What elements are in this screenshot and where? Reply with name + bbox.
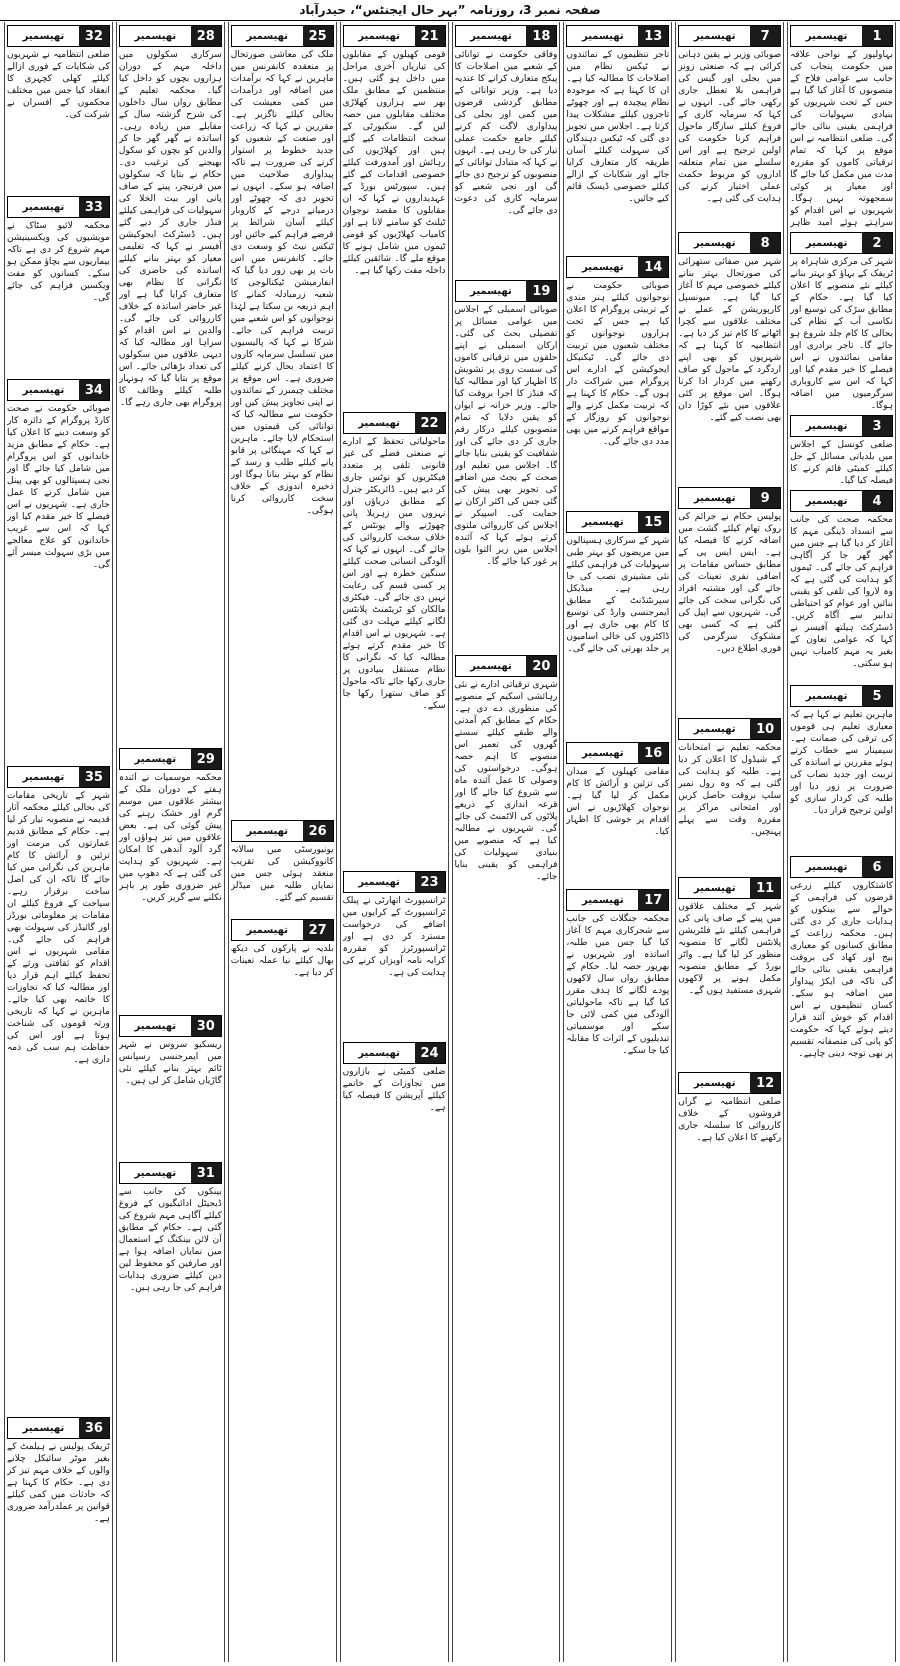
news-item-header xyxy=(455,280,558,302)
news-column xyxy=(675,22,784,1662)
news-item-number: 19 xyxy=(526,281,556,301)
news-column xyxy=(116,22,225,1662)
news-item-number: 21 xyxy=(415,26,445,46)
news-item xyxy=(566,22,669,253)
news-item-label: تھیسمیر xyxy=(567,26,638,46)
news-item xyxy=(343,22,446,409)
news-item-header xyxy=(566,256,669,278)
news-item-label: تھیسمیر xyxy=(8,380,79,400)
news-item xyxy=(678,874,781,1069)
news-item xyxy=(343,1039,446,1162)
news-item-text: ملک کی معاشی صورتحال پر منعقدہ کانفرنس میں ماہرین نے کہا کہ برآمدات میں اضافہ اور درآمدات میں کمی معیشت کی بحالی کیلئے ناگزیر ہے۔ مقررین نے کہا کہ زراعت اور صنعت کے شعبوں کو جدید خطوط پر استوار کرنے کی ضرورت ہے تاکہ پیداواری صلاحیت میں اضافہ ہو سکے۔ انہوں نے تجویز دی کہ چھوٹے اور درمیانے درجے کے کاروبار کیلئے آسان شرائط پر قرضے فراہم کیے جائیں اور ٹیکس نیٹ کو وسعت دی جائے۔ کانفرنس میں اس بات پر بھی زور دیا گیا کہ انفارمیشن ٹیکنالوجی کا شعبہ زرمبادلہ کمانے کا اہم ذریعہ بن سکتا ہے لہٰذا نوجوانوں کو اس شعبے میں تربیت فراہم کی جائے۔ شرکا نے کہا کہ پالیسیوں میں تسلسل سرمایہ کاروں کا اعتماد بحال کرنے کیلئے ضروری ہے۔ اس موقع پر مختلف چیمبرز کے نمائندوں نے اپنی تجاویز پیش کیں اور حکومت سے مطالبہ کیا کہ توانائی کی قیمتوں میں استحکام لایا جائے۔ ماہرین نے کہا کہ مہنگائی پر قابو پانے کیلئے طلب و رسد کے نظام کو بہتر بنانا ہوگا اور ذخیرہ اندوزی کے خلاف سخت کارروائی کرنا ہوگی۔ xyxy=(230,50,334,516)
news-item-text: مقامی کھیلوں کے میدان کی تزئین و آرائش کا کام مکمل کر لیا گیا ہے۔ نوجوان کھلاڑیوں نے اس اقدام پر خوشی کا اظہار کیا۔ xyxy=(566,767,670,837)
news-item xyxy=(678,715,781,874)
news-item xyxy=(119,745,222,1012)
news-item-number: 10 xyxy=(750,719,780,739)
news-item-text: ٹرانسپورٹ اتھارٹی نے پبلک ٹرانسپورٹ کے کرایوں میں اضافے کی درخواست مسترد کر دی ہے اور ٹرانسپورٹرز کو مقررہ کرایہ نامہ آویزاں کرنے کی ہدایت کی ہے۔ xyxy=(342,896,446,978)
news-item-text: محکمہ تعلیم نے امتحانات کے شیڈول کا اعلان کر دیا ہے۔ طلبہ کو ہدایت کی گئی ہے کہ وہ رول نمبر سلپ بروقت حاصل کریں اور امتحانی مراکز پر مقررہ وقت سے پہلے پہنچیں۔ xyxy=(678,743,782,837)
news-item-text: محکمہ موسمیات نے آئندہ ہفتے کے دوران ملک کے بیشتر علاقوں میں موسم گرم اور خشک رہنے کی پیش گوئی کی ہے۔ بعض علاقوں میں تیز ہواؤں اور گرد آلود آندھی کا امکان ہے۔ شہریوں کو ہدایت کی گئی ہے کہ دھوپ میں غیر ضروری طور پر باہر نکلنے سے گریز کریں۔ xyxy=(118,773,222,903)
news-item xyxy=(455,22,558,277)
news-item-header xyxy=(343,871,446,893)
news-item-header xyxy=(231,820,334,842)
news-item-text: بینکوں کی جانب سے ڈیجیٹل ادائیگیوں کے فروغ کیلئے آگاہی مہم شروع کی گئی ہے۔ حکام کے مطابق آن لائن بینکنگ کے استعمال میں نمایاں اضافہ ہوا ہے اور صارفین کو محفوظ لین دین کیلئے ضروری ہدایات فراہم کی جا رہی ہیں۔ xyxy=(118,1187,222,1293)
news-item-header xyxy=(566,511,669,533)
news-item xyxy=(566,508,669,739)
news-item-number: 18 xyxy=(526,26,556,46)
news-item-header xyxy=(119,748,222,770)
news-item-number: 1 xyxy=(862,26,892,46)
news-item-text: ضلعی کونسل کے اجلاس میں بلدیاتی مسائل کے حل کیلئے کمیٹی قائم کرنے کا فیصلہ کیا گیا۔ xyxy=(790,440,893,486)
news-item-number: 20 xyxy=(526,656,556,676)
news-column xyxy=(563,22,672,1662)
news-item-number: 14 xyxy=(638,257,668,277)
news-item-header xyxy=(678,718,781,740)
news-item xyxy=(790,22,893,229)
news-item xyxy=(678,484,781,715)
news-item-header xyxy=(7,379,110,401)
news-item-number: 30 xyxy=(191,1016,221,1036)
news-item xyxy=(343,868,446,1039)
news-item-label: تھیسمیر xyxy=(791,686,862,706)
news-item-number: 4 xyxy=(862,491,892,511)
news-item-label: تھیسمیر xyxy=(8,197,79,217)
news-item-label: تھیسمیر xyxy=(344,413,415,433)
news-item-header xyxy=(790,415,893,437)
news-item-text: یونیورسٹی میں سالانہ کانووکیشن کی تقریب منعقد ہوئی جس میں نمایاں طلبہ میں میڈلز تقسیم کیے گئے۔ xyxy=(230,845,334,903)
news-item-label: تھیسمیر xyxy=(344,872,415,892)
news-item xyxy=(231,817,334,916)
news-item-label: تھیسمیر xyxy=(567,257,638,277)
news-item-header xyxy=(343,1042,446,1064)
news-item-label: تھیسمیر xyxy=(8,26,79,46)
news-item-label: تھیسمیر xyxy=(791,233,862,253)
news-item-header xyxy=(566,742,669,764)
news-item-text: ٹریفک پولیس نے ہیلمٹ کے بغیر موٹر سائیکل چلانے والوں کے خلاف مہم تیز کر دی ہے۔ حکام کا کہنا ہے کہ حادثات میں کمی کیلئے قوانین پر عملدرآمد ضروری ہے۔ xyxy=(7,1442,110,1524)
news-item xyxy=(678,229,781,484)
news-item xyxy=(119,1012,222,1159)
news-item xyxy=(343,409,446,868)
news-item-text: ریسکیو سروس نے شہر میں ایمرجنسی رسپانس ٹائم بہتر بنانے کیلئے نئی گاڑیاں شامل کر لی ہیں۔ xyxy=(118,1040,222,1086)
news-item xyxy=(7,376,110,763)
news-item-label: تھیسمیر xyxy=(120,1163,191,1183)
news-item-text: محکمہ لائیو سٹاک نے مویشیوں کی ویکسینیشن مہم شروع کر دی ہے تاکہ بیماریوں سے بچاؤ ممکن ہو سکے۔ کسانوں کو مفت ویکسین فراہم کی جائے گی۔ xyxy=(7,221,110,303)
news-item-text: وفاقی حکومت نے توانائی کے شعبے میں اصلاحات کا پیکج متعارف کرانے کا عندیہ دیا ہے۔ وزیر توانائی کے مطابق گردشی قرضوں میں کمی اور بجلی کی پیداواری لاگت کم کرنے کیلئے جامع حکمت عملی تیار کی جا رہی ہے۔ انہوں نے کہا کہ متبادل توانائی کے منصوبوں کو ترجیح دی جائے گی اور نجی شعبے کو سرمایہ کاری کی دعوت دی جائے گی۔ xyxy=(454,50,558,216)
news-item-label: تھیسمیر xyxy=(456,281,527,301)
news-column xyxy=(4,22,113,1662)
news-item-text: بہاولپور کے نواحی علاقہ میں حکومت پنجاب کی جانب سے عوامی فلاح کے منصوبوں کا آغاز کیا گیا ہے جس کے تحت شہریوں کو بنیادی سہولیات کی فراہمی یقینی بنائی جائے گی۔ ضلعی انتظامیہ نے اس موقع پر کہا کہ تمام ترقیاتی کاموں کو مقررہ مدت میں مکمل کیا جائے گا اور معیار پر کوئی سمجھوتہ نہیں ہوگا۔ شہریوں نے اس اقدام کو سراہتے ہوئے امید ظاہر xyxy=(790,50,893,228)
news-item-header xyxy=(678,1072,781,1094)
news-item-label: تھیسمیر xyxy=(679,488,750,508)
news-item xyxy=(455,652,558,967)
news-item-label: تھیسمیر xyxy=(232,26,303,46)
news-item-text: صوبائی حکومت نے نوجوانوں کیلئے ہنر مندی کے تربیتی پروگرام کا اعلان کیا ہے جس کے تحت ہزاروں نوجوانوں کو مختلف شعبوں میں تربیت دی جائے گی۔ ٹیکنیکل ایجوکیشن کے ادارے اس پروگرام میں شراکت دار ہوں گے۔ حکام کا کہنا ہے کہ تربیت مکمل کرنے والے نوجوانوں کو روزگار کے مواقع فراہم کرنے میں بھی مدد دی جائے گی۔ xyxy=(566,281,670,447)
news-item-number: 22 xyxy=(415,413,445,433)
news-item-label: تھیسمیر xyxy=(791,416,862,436)
news-item xyxy=(7,193,110,376)
news-item-number: 25 xyxy=(303,26,333,46)
news-item-text: سرکاری سکولوں میں داخلہ مہم کے دوران ہزاروں بچوں کو داخل کیا گیا۔ محکمہ تعلیم کے مطابق رواں سال داخلوں کی شرح گزشتہ سال کے مقابلے میں زیادہ رہی۔ اساتذہ نے گھر گھر جا کر والدین کو بچوں کو سکول بھیجنے کی ترغیب دی۔ حکام نے بتایا کہ سکولوں میں فرنیچر، پینے کے صاف پانی اور بیت الخلا کی سہولیات کی فراہمی کیلئے فنڈز جاری کر دیے گئے ہیں۔ ڈسٹرکٹ ایجوکیشن آفیسر نے کہا کہ تعلیمی معیار کو بہتر بنانے کیلئے اساتذہ کی حاضری کی نگرانی کا نظام بھی متعارف کرایا گیا ہے اور غیر حاضر اساتذہ کے خلاف کارروائی کی جائے گی۔ والدین نے اس اقدام کو سراہا اور مطالبہ کیا کہ دیہی علاقوں میں سکولوں کی تعداد بڑھائی جائے۔ اس موقع پر بتایا گیا کہ ہونہار طلبہ کیلئے وظائف کا پروگرام بھی جاری رہے گا۔ xyxy=(118,50,222,408)
news-item-label: تھیسمیر xyxy=(456,26,527,46)
news-item xyxy=(7,22,110,193)
page-header: صفحہ نمبر 3، روزنامہ ”بہر حال ایجنٹس“، حیدرآباد xyxy=(0,0,900,21)
news-item-number: 35 xyxy=(79,767,109,787)
news-item xyxy=(231,916,334,991)
news-item-header xyxy=(455,25,558,47)
news-item xyxy=(790,229,893,412)
news-item-number: 6 xyxy=(862,857,892,877)
news-item-label: تھیسمیر xyxy=(8,767,79,787)
news-item-header xyxy=(119,1162,222,1184)
news-item-number: 31 xyxy=(191,1163,221,1183)
news-column xyxy=(452,22,561,1662)
news-item-number: 2 xyxy=(862,233,892,253)
news-item-header xyxy=(7,25,110,47)
news-item-text: شہر کی مرکزی شاہراہ پر ٹریفک کے بہاؤ کو بہتر بنانے کیلئے نئے منصوبے کا اعلان کیا گیا ہے۔ حکام کے مطابق سڑک کی توسیع اور نکاسی آب کے نظام کی بحالی کا کام جلد شروع ہو جائے گا۔ تاجر برادری اور مقامی نمائندوں نے اس فیصلے کا خیر مقدم کیا اور کہا کہ اس سے کاروباری سرگرمیوں میں اضافہ ہوگا۔ xyxy=(790,257,893,411)
news-item-number: 27 xyxy=(303,920,333,940)
news-item-header xyxy=(790,490,893,512)
news-item-text: ماہرین تعلیم نے کہا ہے کہ معیاری تعلیم ہی قوموں کی ترقی کی ضمانت ہے۔ سیمینار سے خطاب کرتے ہوئے مقررین نے اساتذہ کی تربیت اور جدید نصاب کی ضرورت پر زور دیا اور طلبہ کی کردار سازی کو اولین ترجیح قرار دیا۔ xyxy=(790,710,893,816)
news-item-label: تھیسمیر xyxy=(791,26,862,46)
news-item-number: 17 xyxy=(638,890,668,910)
news-item-number: 9 xyxy=(750,488,780,508)
news-item-label: تھیسمیر xyxy=(232,920,303,940)
news-item-header xyxy=(119,25,222,47)
news-item-label: تھیسمیر xyxy=(120,26,191,46)
news-item-label: تھیسمیر xyxy=(344,26,415,46)
news-item-label: تھیسمیر xyxy=(567,890,638,910)
news-item xyxy=(790,853,893,1096)
news-item-text: تاجر تنظیموں کے نمائندوں نے ٹیکس نظام میں اصلاحات کا مطالبہ کیا ہے۔ ان کا کہنا ہے کہ موجودہ نظام پیچیدہ ہے اور چھوٹے تاجروں کیلئے مشکلات پیدا کرتا ہے۔ اجلاس میں تجویز دی گئی کہ ٹیکس دہندگان کی سہولت کیلئے آسان طریقہ کار متعارف کرایا جائے اور شکایات کے ازالے کیلئے خصوصی ڈیسک قائم کیے جائیں۔ xyxy=(566,50,670,204)
news-item-label: تھیسمیر xyxy=(456,656,527,676)
news-item-header xyxy=(790,232,893,254)
news-item xyxy=(7,1414,110,1633)
news-item-number: 5 xyxy=(862,686,892,706)
news-columns xyxy=(4,22,896,1662)
news-item-header xyxy=(343,412,446,434)
news-item-header xyxy=(790,25,893,47)
news-item-text: ماحولیاتی تحفظ کے ادارے نے صنعتی فضلے کی غیر قانونی تلفی پر متعدد فیکٹریوں کو نوٹس جاری کر دیے ہیں۔ ڈائریکٹر جنرل کے مطابق دریاؤں اور نہروں میں زہریلا پانی چھوڑنے والے یونٹس کے خلاف سخت کارروائی کی جائے گی۔ انہوں نے کہا کہ آلودگی انسانی صحت کیلئے سنگین خطرہ ہے اور اس پر کسی قسم کی رعایت نہیں دی جائے گی۔ فیکٹری مالکان کو ٹریٹمنٹ پلانٹس لگانے کیلئے مہلت دی گئی ہے۔ شہریوں نے اس اقدام کا خیر مقدم کرتے ہوئے مطالبہ کیا کہ نگرانی کا نظام مستقل بنیادوں پر جاری رکھا جائے تاکہ ماحول کو صاف ستھرا رکھا جا سکے۔ xyxy=(342,437,446,711)
news-item-text: کاشتکاروں کیلئے زرعی قرضوں کی فراہمی کے حوالے سے بینکوں کو ہدایات جاری کر دی گئی ہیں۔ محکمہ زراعت کے مطابق کسانوں کو معیاری بیج اور کھاد کی بروقت فراہمی یقینی بنائی جائے گی تاکہ فی ایکڑ پیداوار میں اضافہ ہو سکے۔ کسان تنظیموں نے اس اقدام کو خوش آئند قرار دیتے ہوئے کہا کہ حکومت کو پانی کی منصفانہ تقسیم پر بھی توجہ دینی چاہیے۔ xyxy=(790,881,893,1059)
news-item-text: قومی کھیلوں کے مقابلوں کی تیاریاں آخری مراحل میں داخل ہو گئی ہیں۔ منتظمین کے مطابق ملک بھر سے ہزاروں کھلاڑی مختلف مقابلوں میں حصہ لیں گے۔ سکیورٹی کے سخت انتظامات کیے گئے ہیں اور کھلاڑیوں کی رہائش اور آمدورفت کیلئے خصوصی اقدامات کیے گئے ہیں۔ سپورٹس بورڈ کے عہدیداروں نے کہا کہ ان مقابلوں کا مقصد نوجوان ٹیلنٹ کو سامنے لانا ہے اور کامیاب کھلاڑیوں کو قومی ٹیموں میں شامل ہونے کا موقع ملے گا۔ شائقین کیلئے داخلہ مفت رکھا گیا ہے۔ xyxy=(342,50,446,276)
news-item xyxy=(678,1069,781,1168)
news-item-label: تھیسمیر xyxy=(679,233,750,253)
news-item xyxy=(790,412,893,487)
news-item-number: 36 xyxy=(79,1418,109,1438)
news-item xyxy=(566,886,669,1141)
news-item-number: 12 xyxy=(750,1073,780,1093)
news-item xyxy=(566,739,669,886)
news-item-number: 16 xyxy=(638,743,668,763)
news-item-number: 26 xyxy=(303,821,333,841)
news-item-label: تھیسمیر xyxy=(791,857,862,877)
news-item-label: تھیسمیر xyxy=(120,1016,191,1036)
news-item-number: 3 xyxy=(862,416,892,436)
news-item-number: 8 xyxy=(750,233,780,253)
news-item-header xyxy=(678,487,781,509)
news-item-label: تھیسمیر xyxy=(232,821,303,841)
news-item-number: 28 xyxy=(191,26,221,46)
news-item-header xyxy=(7,1417,110,1439)
news-item-text: بلدیہ نے پارکوں کی دیکھ بھال کیلئے نیا عملہ تعینات کر دیا ہے۔ xyxy=(230,944,334,978)
news-item-header xyxy=(343,25,446,47)
news-item-text: شہر کے سرکاری ہسپتالوں میں مریضوں کو بہتر طبی سہولیات کی فراہمی کیلئے نئی مشینری نصب کی جا رہی ہے۔ میڈیکل سپرنٹنڈنٹ کے مطابق ایمرجنسی وارڈ کی توسیع کا کام بھی جاری ہے اور ڈاکٹروں کی خالی اسامیوں پر جلد بھرتی کی جائے گی۔ xyxy=(566,536,670,654)
news-item-label: تھیسمیر xyxy=(120,749,191,769)
news-item-header xyxy=(231,919,334,941)
news-item-text: ضلعی کمیٹی نے بازاروں میں تجاوزات کے خاتمے کیلئے آپریشن کا فیصلہ کیا ہے۔ xyxy=(342,1067,446,1113)
news-item-text: ضلعی انتظامیہ نے شہریوں کی شکایات کے فوری ازالے کیلئے کھلی کچہری کا انعقاد کیا جس میں مختلف محکموں کے افسران نے شرکت کی۔ xyxy=(7,50,110,120)
news-item xyxy=(678,22,781,229)
news-item-header xyxy=(566,25,669,47)
news-column xyxy=(340,22,449,1662)
news-item-text: ضلعی انتظامیہ نے گراں فروشوں کے خلاف کارروائی کا سلسلہ جاری رکھنے کا اعلان کیا ہے۔ xyxy=(678,1097,782,1143)
news-item-header xyxy=(455,655,558,677)
news-item xyxy=(790,487,893,682)
news-item-text: شہر میں صفائی ستھرائی کی صورتحال بہتر بنانے کیلئے خصوصی مہم کا آغاز کیا گیا ہے۔ میونسپل کارپوریشن کے عملے نے مختلف علاقوں سے کچرا اٹھانے کا کام تیز کر دیا ہے۔ انتظامیہ کا کہنا ہے کہ شہریوں کو بھی اپنے اردگرد کے ماحول کو صاف رکھنے میں کردار ادا کرنا ہوگا۔ اس موقع پر کئی علاقوں میں نئے کوڑا دان بھی نصب کیے گئے۔ xyxy=(678,257,782,423)
news-item xyxy=(790,682,893,853)
news-item xyxy=(119,22,222,745)
news-item xyxy=(455,277,558,652)
news-item-number: 23 xyxy=(415,872,445,892)
news-item-header xyxy=(790,856,893,878)
news-item-header xyxy=(678,25,781,47)
news-item xyxy=(566,253,669,508)
news-item-text: پولیس حکام نے جرائم کی روک تھام کیلئے گشت میں اضافہ کرنے کا فیصلہ کیا ہے۔ ایس ایس پی کے مطابق حساس مقامات پر اضافی نفری تعینات کی جائے گی اور مشتبہ افراد کی نگرانی سخت کی جائے گی۔ شہریوں سے اپیل کی گئی ہے کہ کسی بھی مشکوک سرگرمی کی فوری اطلاع دیں۔ xyxy=(678,512,782,654)
news-item-text: محکمہ جنگلات کی جانب سے شجرکاری مہم کا آغاز کیا گیا جس میں طلبہ، اساتذہ اور شہریوں نے بھرپور حصہ لیا۔ حکام کے مطابق رواں سال لاکھوں پودے لگانے کا ہدف مقرر کیا گیا ہے تاکہ ماحولیاتی آلودگی میں کمی لائی جا سکے اور موسمیاتی تبدیلیوں کے اثرات کا مقابلہ کیا جا سکے۔ xyxy=(566,914,670,1056)
news-item xyxy=(119,1159,222,1402)
news-item-text: صوبائی حکومت نے صحت کارڈ پروگرام کے دائرہ کار کو وسعت دینے کا اعلان کیا ہے۔ حکام کے مطابق مزید خاندانوں کو اس پروگرام میں شامل کیا جائے گا اور نجی ہسپتالوں کو بھی پینل میں شامل کرنے کا عمل جاری ہے۔ شہریوں نے اس فیصلے کا خیر مقدم کیا اور کہا کہ اس سے غریب خاندانوں کو علاج معالجے میں بڑی سہولت میسر آئے گی۔ xyxy=(7,404,110,570)
news-item-number: 15 xyxy=(638,512,668,532)
news-item-header xyxy=(231,25,334,47)
news-item-number: 24 xyxy=(415,1043,445,1063)
news-item-label: تھیسمیر xyxy=(679,719,750,739)
news-item-label: تھیسمیر xyxy=(8,1418,79,1438)
news-item-number: 11 xyxy=(750,878,780,898)
news-item-text: شہر کے تاریخی مقامات کی بحالی کیلئے محکمہ آثار قدیمہ نے منصوبہ تیار کر لیا ہے۔ حکام کے مطابق قدیم عمارتوں کی مرمت اور تزئین و آرائش کا کام ماہرین کی نگرانی میں کیا جائے گا تاکہ ان کی اصل ساخت برقرار رہے۔ سیاحت کے فروغ کیلئے ان مقامات پر معلوماتی بورڈز اور گائیڈز کی سہولت بھی فراہم کی جائے گی۔ مقامی شہریوں نے اس اقدام کو ثقافتی ورثے کے تحفظ کیلئے اہم قرار دیا اور مطالبہ کیا کہ تجاوزات کا خاتمہ بھی کیا جائے۔ ماہرین نے کہا کہ تاریخی ورثہ قوموں کی شناخت ہوتا ہے اور اس کی حفاظت ہم سب کی ذمہ داری ہے۔ xyxy=(7,791,110,1065)
news-item-text: محکمہ صحت کی جانب سے انسداد ڈینگی مہم کا آغاز کر دیا گیا ہے جس میں گھر گھر جا کر آگاہی فراہم کی جائے گی۔ ٹیموں کو ہدایت کی گئی ہے کہ وہ لاروا کی تلفی کو یقینی بنائیں اور عوام کو احتیاطی تدابیر سے آگاہ کریں۔ ڈسٹرکٹ ہیلتھ آفیسر نے کہا کہ عوامی تعاون کے بغیر یہ مہم کامیاب نہیں ہو سکتی۔ xyxy=(790,515,893,669)
news-item-label: تھیسمیر xyxy=(344,1043,415,1063)
news-item-number: 29 xyxy=(191,749,221,769)
news-item xyxy=(7,763,110,1414)
news-item-header xyxy=(7,766,110,788)
news-item-label: تھیسمیر xyxy=(567,743,638,763)
news-item-header xyxy=(790,685,893,707)
news-item-label: تھیسمیر xyxy=(567,512,638,532)
news-item-number: 13 xyxy=(638,26,668,46)
news-item-text: شہری ترقیاتی ادارے نے نئی رہائشی اسکیم کے منصوبے کی منظوری دے دی ہے۔ حکام کے مطابق کم آمدنی والے طبقے کیلئے سستے گھروں کی تعمیر اس منصوبے کا اہم حصہ ہوگی۔ درخواستوں کی وصولی کا عمل آئندہ ماہ سے شروع کیا جائے گا اور قرعہ اندازی کے ذریعے پلاٹوں کی الاٹمنٹ کی جائے گی۔ شہریوں نے مطالبہ کیا ہے کہ منصوبے میں بنیادی سہولیات کی فراہمی کو یقینی بنایا جائے۔ xyxy=(454,680,558,882)
news-item-text: صوبائی اسمبلی کے اجلاس میں عوامی مسائل پر تفصیلی بحث کی گئی۔ ارکان اسمبلی نے اپنے حلقوں میں ترقیاتی کاموں کی سست روی پر تشویش کا اظہار کیا اور مطالبہ کیا کہ فنڈز کا اجرا بروقت کیا جائے۔ وزیر خزانہ نے ایوان کو یقین دلایا کہ تمام منصوبوں کیلئے درکار رقم جاری کر دی جائے گی اور شفافیت کو یقینی بنایا جائے گا۔ اجلاس میں تعلیم اور صحت کے بجٹ میں اضافے کی تجویز بھی پیش کی گئی جس کی اکثر ارکان نے حمایت کی۔ اسپیکر نے اجلاس کی کارروائی ملتوی کرتے ہوئے کہا کہ آئندہ اجلاس میں زیر التوا بلوں پر غور کیا جائے گا۔ xyxy=(454,305,558,567)
news-item-header xyxy=(7,196,110,218)
news-item-header xyxy=(678,877,781,899)
news-item-header xyxy=(566,889,669,911)
news-item-text: صوبائی وزیر نے یقین دہانی کرائی ہے کہ صنعتی زونز میں بجلی اور گیس کی فراہمی بلا تعطل جاری رکھی جائے گی۔ انہوں نے کہا کہ سرمایہ کاری کے فروغ کیلئے سازگار ماحول فراہم کرنا حکومت کی اولین ترجیح ہے اور اس سلسلے میں تمام متعلقہ اداروں کو مربوط حکمت عملی اختیار کرنے کی ہدایت کی گئی ہے۔ xyxy=(678,50,782,204)
news-item-label: تھیسمیر xyxy=(791,491,862,511)
news-item-label: تھیسمیر xyxy=(679,26,750,46)
news-column xyxy=(787,22,896,1662)
news-item-number: 34 xyxy=(79,380,109,400)
news-item-header xyxy=(678,232,781,254)
news-item xyxy=(231,22,334,817)
news-item-label: تھیسمیر xyxy=(679,1073,750,1093)
news-item-text: شہر کے مختلف علاقوں میں پینے کے صاف پانی کی فراہمی کیلئے نئے فلٹریشن پلانٹس لگانے کا منصوبہ منظور کر لیا گیا ہے۔ واٹر بورڈ کے مطابق منصوبہ مکمل ہونے پر لاکھوں شہری مستفید ہوں گے۔ xyxy=(678,902,782,996)
news-item-number: 7 xyxy=(750,26,780,46)
news-item-header xyxy=(119,1015,222,1037)
news-column xyxy=(228,22,337,1662)
news-item-number: 32 xyxy=(79,26,109,46)
news-item-number: 33 xyxy=(79,197,109,217)
news-item-label: تھیسمیر xyxy=(679,878,750,898)
